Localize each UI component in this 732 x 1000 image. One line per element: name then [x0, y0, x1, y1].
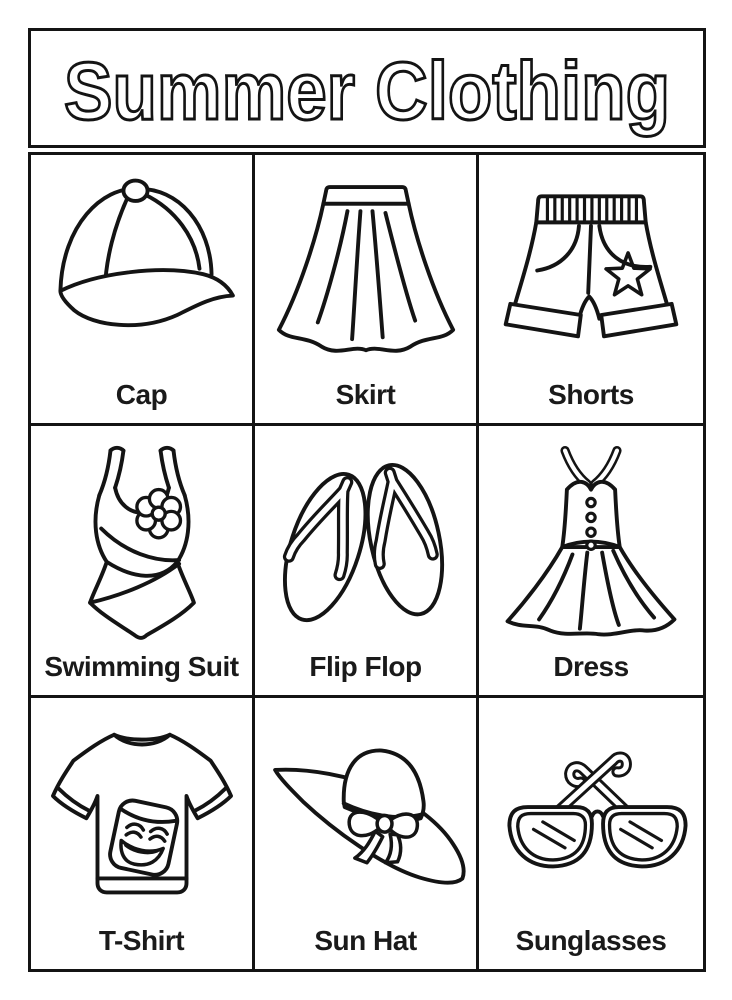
item-label: Shorts: [548, 379, 634, 411]
item-label: Dress: [553, 650, 629, 682]
shorts-icon: [481, 159, 701, 381]
grid-cell-swimming-suit: [31, 426, 255, 697]
grid-cell-shorts: [479, 155, 703, 426]
sunglasses-icon: [481, 702, 701, 927]
item-label: Sun Hat: [314, 925, 417, 956]
flip-flop-icon: [257, 430, 474, 652]
item-label: T-Shirt: [98, 925, 185, 956]
page-title: [31, 31, 703, 145]
t-shirt-icon: [33, 702, 250, 927]
sun-hat-icon: [257, 702, 474, 927]
grid-cell-sunglasses: [479, 698, 703, 969]
page-title-text: Summer Clothing: [64, 46, 670, 137]
grid-cell-sun-hat: [255, 698, 479, 969]
grid-cell-dress: [479, 426, 703, 697]
dress-icon: [481, 430, 701, 652]
item-label: Cap: [115, 379, 168, 411]
item-label: Flip Flop: [309, 650, 422, 682]
title-box: [28, 28, 706, 148]
grid-cell-t-shirt: [31, 698, 255, 969]
grid-cell-cap: [31, 155, 255, 426]
item-label: Swimming Suit: [44, 650, 239, 682]
skirt-icon: [257, 159, 474, 381]
item-label: Sunglasses: [515, 925, 667, 956]
grid-cell-flip-flop: [255, 426, 479, 697]
item-label: Skirt: [335, 379, 396, 411]
swimming-suit-icon: [33, 430, 250, 652]
cap-icon: [33, 159, 250, 381]
grid-cell-skirt: [255, 155, 479, 426]
clothing-grid: [28, 152, 706, 972]
